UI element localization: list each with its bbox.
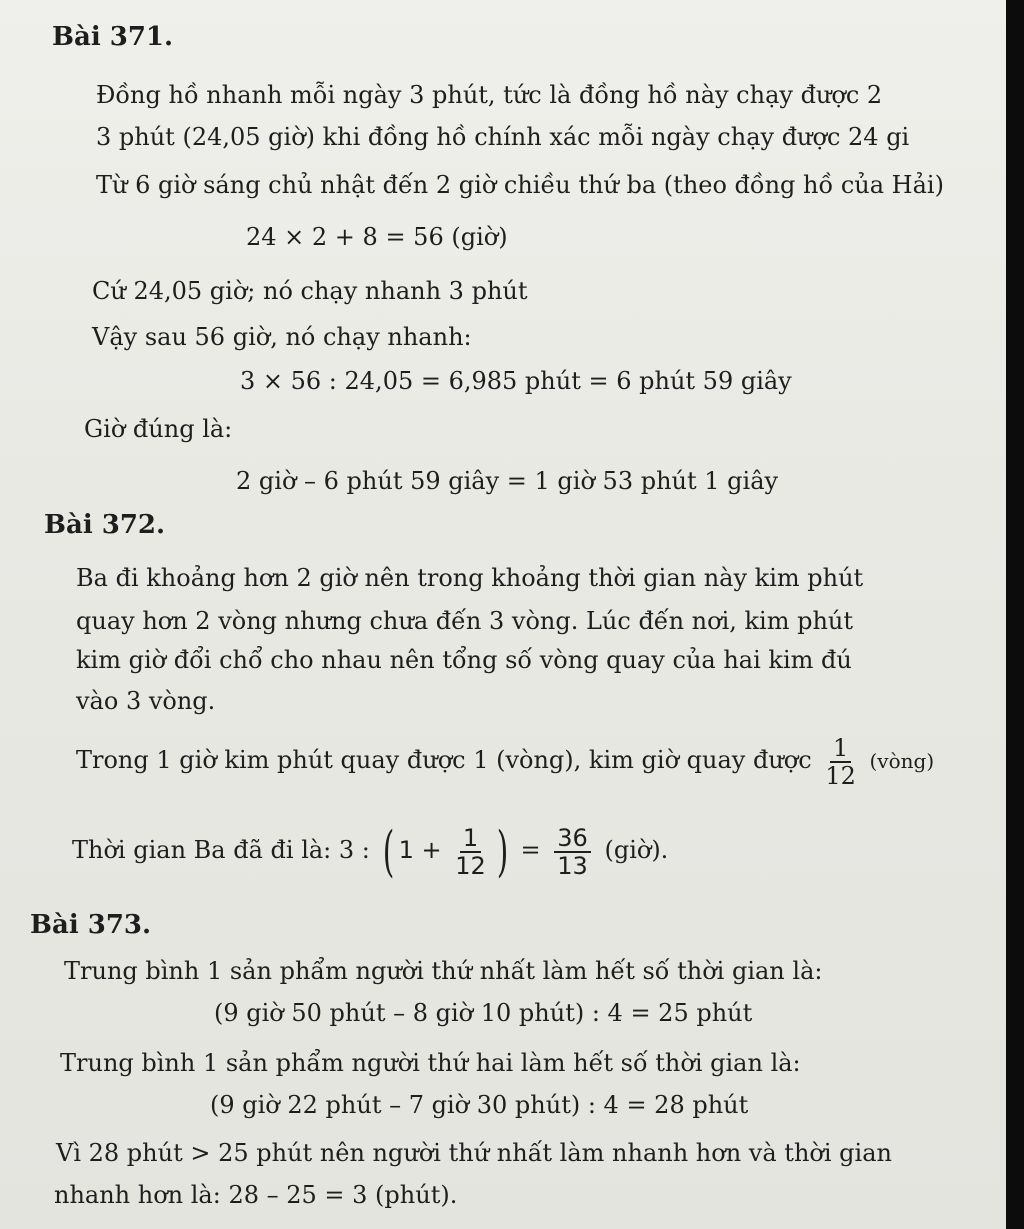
one-plus: 1 + [398, 836, 442, 864]
problem-371-line-1: Đồng hồ nhanh mỗi ngày 3 phút, tức là đồng hồ này chạy được 2 [96, 81, 883, 109]
problem-373-equation-1: (9 giờ 50 phút – 8 giờ 10 phút) : 4 = 25 phút [214, 999, 753, 1027]
fraction-numerator: 1 [460, 825, 481, 853]
problem-372-line-5-unit: (vòng) [869, 749, 935, 773]
problem-372-line-4: vào 3 vòng. [76, 687, 216, 715]
problem-371-equation-3: 2 giờ – 6 phút 59 giây = 1 giờ 53 phút 1 giây [236, 467, 779, 495]
problem-371-line-6: Giờ đúng là: [84, 415, 233, 443]
fraction-one-twelfth-inner [455, 825, 486, 879]
problem-372-line-6 [72, 819, 669, 883]
problem-371-line-2: 3 phút (24,05 giờ) khi đồng hồ chính xác mỗi ngày chạy được 24 gi [96, 123, 910, 151]
problem-371-equation-2: 3 × 56 : 24,05 = 6,985 phút = 6 phút 59 giây [240, 367, 792, 395]
problem-372-title: Bài 372. [44, 510, 166, 540]
fraction-numerator: 36 [554, 825, 591, 853]
problem-372-line-3: kim giờ đổi chổ cho nhau nên tổng số vòng quay của hai kim đú [76, 646, 852, 674]
problem-372-line-2: quay hơn 2 vòng nhưng chưa đến 3 vòng. Lúc đến nơi, kim phút [76, 607, 854, 635]
problem-373-title: Bài 373. [30, 910, 152, 940]
problem-372-line-5-text: Trong 1 giờ kim phút quay được 1 (vòng), kim giờ quay được [76, 746, 812, 774]
problem-372-line-5 [76, 730, 934, 791]
scan-dark-edge [1006, 0, 1024, 1229]
problem-373-line-3: Vì 28 phút > 25 phút nên người thứ nhất làm nhanh hơn và thời gian [56, 1139, 892, 1167]
problem-371-title: Bài 371. [52, 22, 174, 52]
problem-372-line-6-text: Thời gian Ba đã đi là: 3 : [72, 836, 370, 864]
problem-373-line-4: nhanh hơn là: 28 – 25 = 3 (phút). [54, 1181, 458, 1209]
fraction-denominator: 13 [557, 851, 588, 880]
fraction-denominator: 12 [825, 761, 856, 790]
problem-372-line-6-unit: (giờ). [604, 836, 669, 864]
fraction-36-13 [554, 825, 591, 879]
problem-371-line-4: Cứ 24,05 giờ; nó chạy nhanh 3 phút [92, 277, 528, 305]
equals-sign: = [520, 836, 541, 864]
problem-372-line-1: Ba đi khoảng hơn 2 giờ nên trong khoảng thời gian này kim phút [76, 564, 864, 592]
fraction-denominator: 12 [455, 851, 486, 880]
problem-373-line-1: Trung bình 1 sản phẩm người thứ nhất làm hết số thời gian là: [64, 957, 823, 985]
left-parenthesis: ( [382, 819, 394, 883]
problem-373-line-2: Trung bình 1 sản phẩm người thứ hai làm hết số thời gian là: [60, 1049, 801, 1077]
problem-371-line-5: Vậy sau 56 giờ, nó chạy nhanh: [92, 323, 472, 351]
right-parenthesis: ) [496, 819, 509, 883]
problem-371-line-3: Từ 6 giờ sáng chủ nhật đến 2 giờ chiều thứ ba (theo đồng hồ của Hải) [96, 171, 944, 199]
fraction-one-twelfth [825, 735, 856, 789]
problem-371-equation-1: 24 × 2 + 8 = 56 (giờ) [246, 223, 508, 251]
problem-373-equation-2: (9 giờ 22 phút – 7 giờ 30 phút) : 4 = 28 phút [210, 1091, 749, 1119]
fraction-numerator: 1 [830, 735, 851, 763]
